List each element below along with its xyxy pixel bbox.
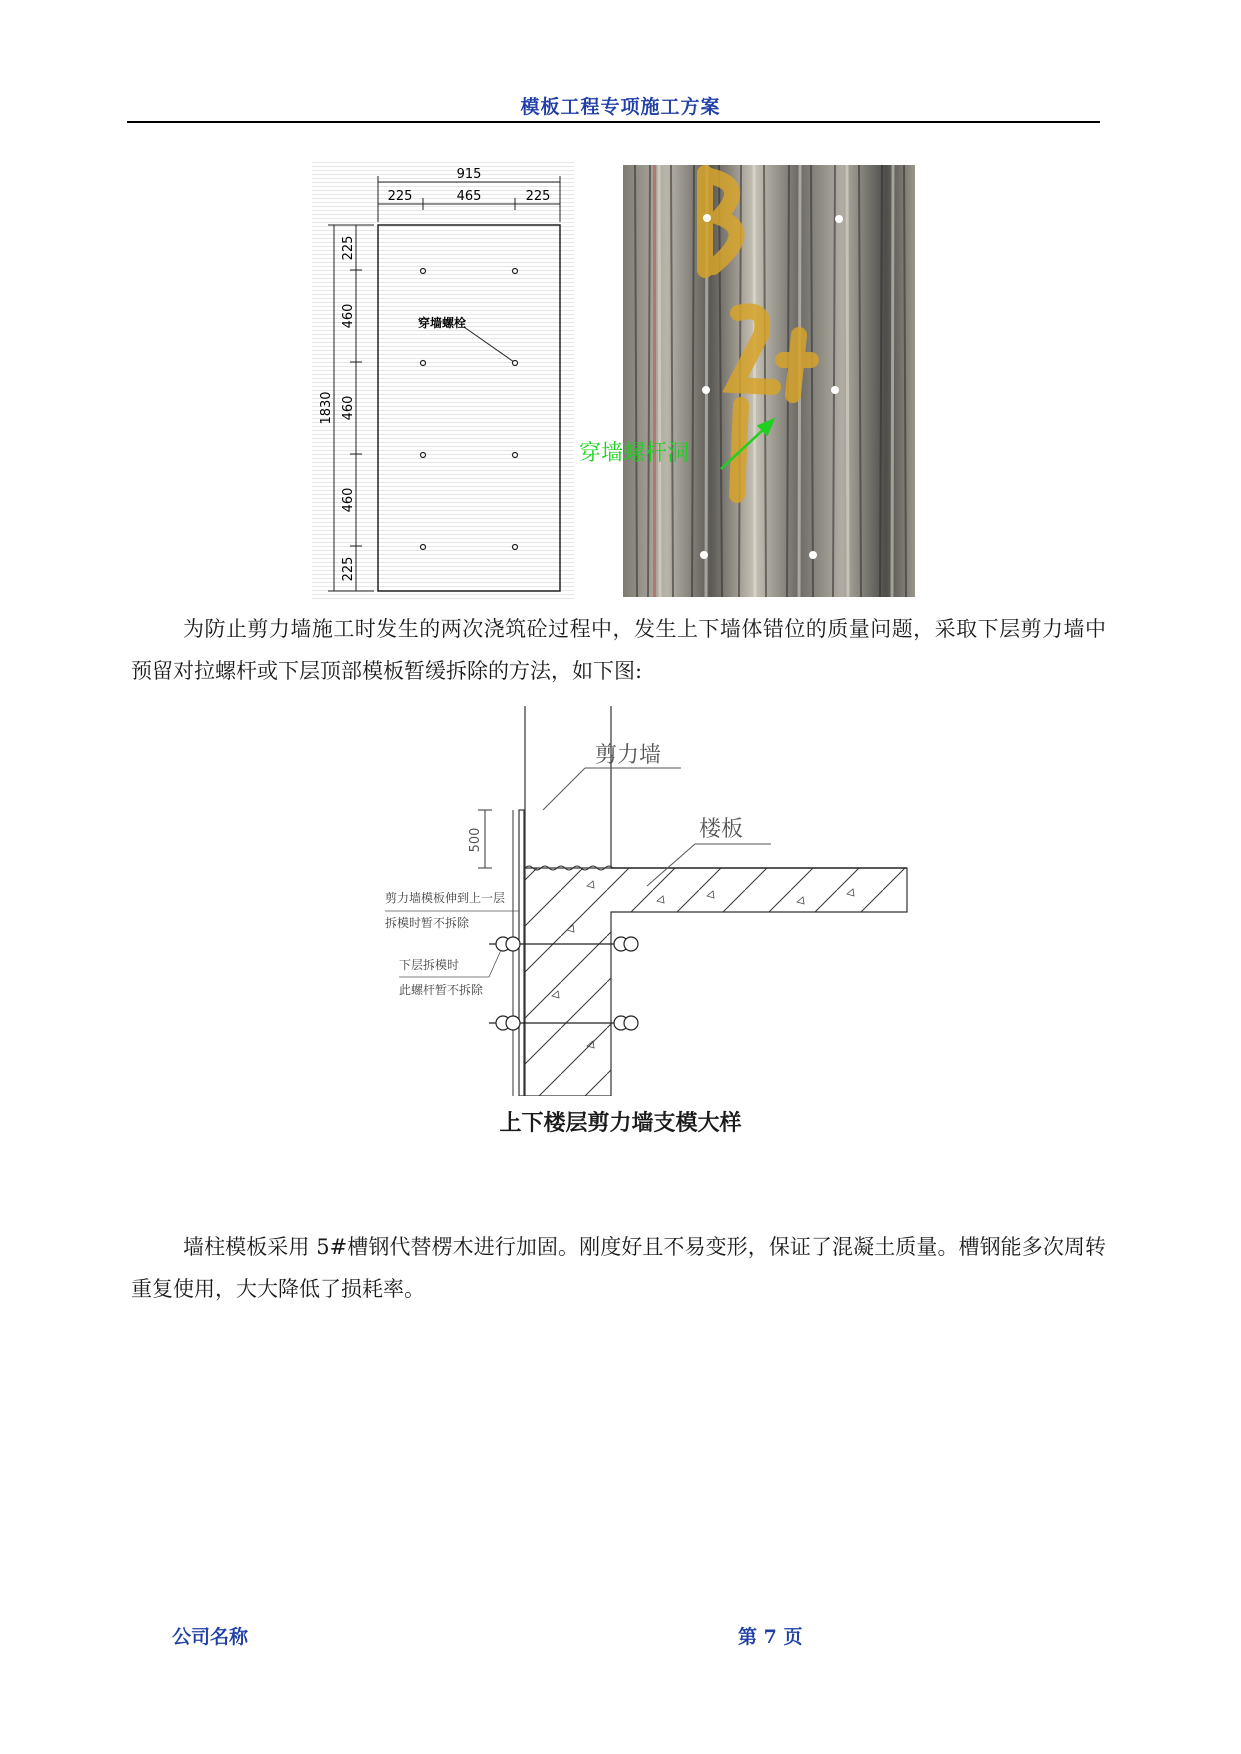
dim-v1: 225 xyxy=(341,235,356,261)
header-title: 模板工程专项施工方案 xyxy=(520,96,721,118)
dim-v2: 460 xyxy=(341,303,356,329)
dim-v5: 225 xyxy=(341,556,356,582)
header-rule xyxy=(127,121,1100,123)
photo-label-bolt-hole: 穿墙螺杆洞 xyxy=(579,441,690,466)
dim-v3: 460 xyxy=(341,395,356,421)
formwork-photo xyxy=(623,165,915,597)
footer-page-number: 第 7 页 xyxy=(738,1626,803,1648)
paragraph-1: 为防止剪力墙施工时发生的两次浇筑砼过程中，发生上下墙体错位的质量问题，采取下层剪力墙中预留对拉螺杆或下层顶部模板暂缓拆除的方法，如下图: xyxy=(131,617,1106,683)
formwork-panel-drawing xyxy=(312,160,574,600)
note2-line1: 下层拆模时 xyxy=(399,958,460,972)
label-shear-wall: 剪力墙 xyxy=(595,743,662,768)
figure-caption: 上下楼层剪力墙支模大样 xyxy=(499,1110,742,1136)
bolt-label: 穿墙螺栓 xyxy=(417,316,467,330)
dim-500: 500 xyxy=(468,827,483,853)
note2-line2: 此螺杆暂不拆除 xyxy=(399,983,484,997)
dim-left: 225 xyxy=(387,189,413,204)
dim-middle: 465 xyxy=(456,189,482,204)
dim-right: 225 xyxy=(525,189,551,204)
paragraph-2: 墙柱模板采用 5#槽钢代替楞木进行加固。刚度好且不易变形，保证了混凝土质量。槽钢能多次周转重复使用，大大降低了损耗率。 xyxy=(131,1235,1106,1301)
shear-wall-formwork-detail xyxy=(377,706,917,1096)
note1-line2: 拆模时暂不拆除 xyxy=(385,916,470,930)
footer-company-name: 公司名称 xyxy=(172,1626,249,1648)
note1-line1: 剪力墙模板伸到上一层 xyxy=(385,891,506,905)
dim-height-total: 1830 xyxy=(319,391,334,425)
dim-v4: 460 xyxy=(341,487,356,513)
dim-total-width: 915 xyxy=(456,167,482,182)
label-slab: 楼板 xyxy=(699,817,744,842)
